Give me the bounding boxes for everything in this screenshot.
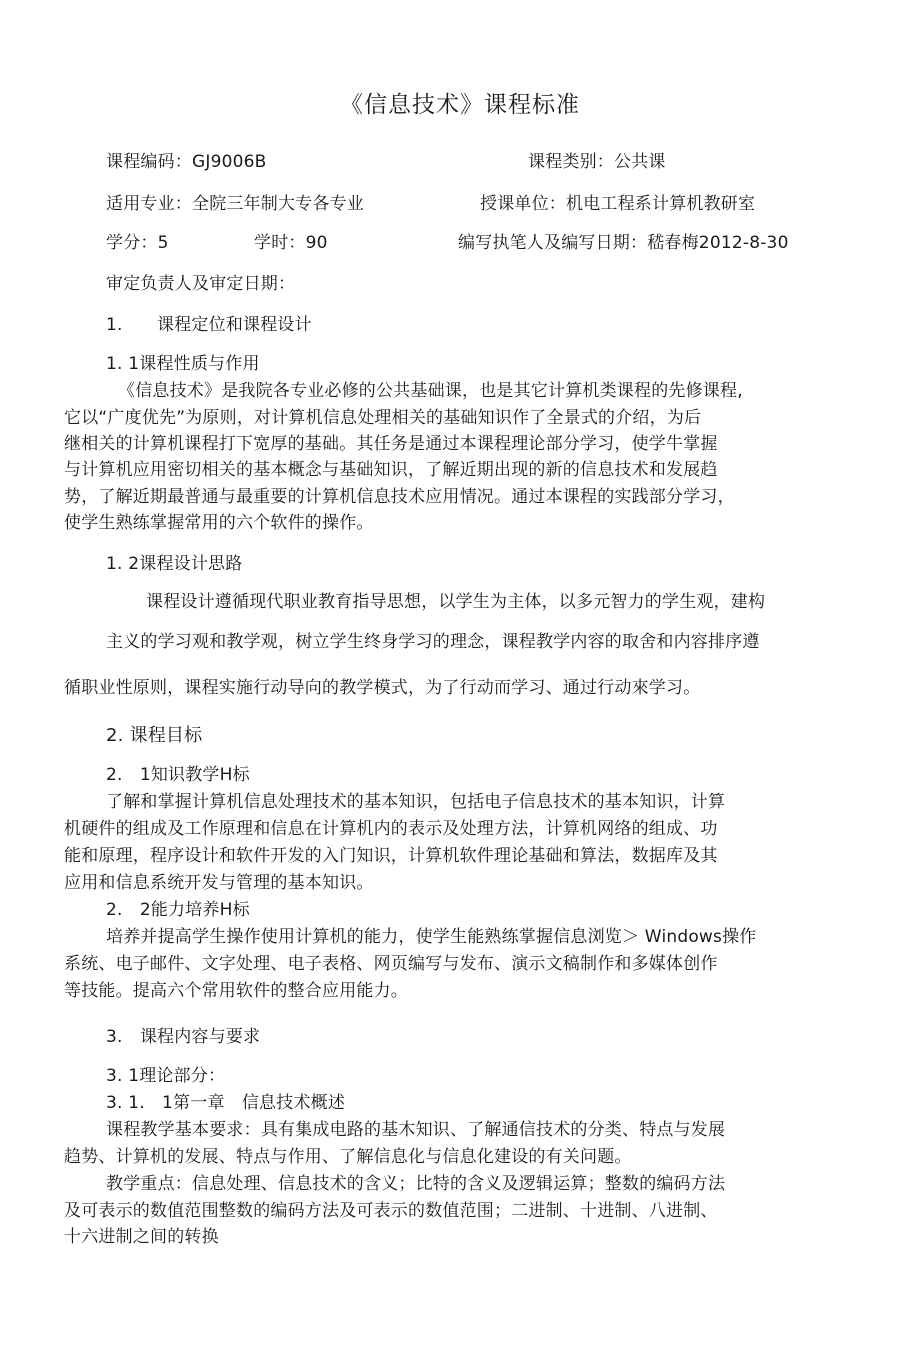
paragraph-line: 机硬件的组成及工作原理和信息在计算机内的表示及处理方法，计算机网络的组成、功 [64, 819, 718, 839]
paragraph-line: 与计算机应用密切相关的基本概念与基础知识，了解近期出现的新的信息技术和发展趋 [64, 460, 718, 480]
section-2-2-heading: 2. 2能力培养H标 [106, 900, 250, 920]
credits: 学分：5 [106, 233, 169, 253]
paragraph-line: 它以“广度优先”为原则，对计算机信息处理相关的基础知识作了全景式的介绍，为后 [64, 408, 702, 428]
course-code: 课程编码：GJ9006B [106, 152, 267, 172]
section-2-1-heading: 2. 1知识教学H标 [106, 765, 250, 785]
author-and-date: 编写执笔人及编写日期：嵇春梅2012-8-30 [458, 233, 789, 253]
course-category: 课程类别：公共课 [528, 152, 666, 172]
section-3-1-1-heading: 3. 1. 1第一章 信息技术概述 [106, 1093, 346, 1113]
paragraph-line: 应用和信息系统开发与管理的基本知识。 [64, 873, 374, 893]
paragraph-line: 了解和掌握计算机信息处理技术的基本知识，包括电子信息技术的基本知识，计算 [106, 792, 726, 812]
paragraph-line: 《信息技术》是我院各专业必修的公共基础课，也是其它计算机类课程的先修课程, [118, 381, 743, 401]
paragraph-line: 势，了解近期最普通与最重要的计算机信息技术应用情况。通过本课程的实践部分学习， [64, 487, 735, 507]
paragraph-line: 课程设计遵循现代职业教育指导思想，以学生为主体，以多元智力的学生观，建构 [146, 592, 766, 612]
paragraph-line: 系统、电子邮件、文字处理、电子表格、网页编写与发布、演示文稿制作和多媒体创作 [64, 954, 718, 974]
section-2-heading: 2. 课程目标 [106, 725, 203, 746]
paragraph-line: 及可表示的数值范围整数的编码方法及可表示的数值范围；二进制、十进制、八进制、 [64, 1201, 718, 1221]
class-hours: 学时：90 [254, 233, 328, 253]
document-title: 《信息技术》课程标准 [340, 92, 580, 118]
reviewer-and-date: 审定负责人及审定日期： [106, 274, 296, 294]
teaching-unit: 授课单位：机电工程系计算机教研室 [480, 194, 756, 214]
paragraph-line: 主义的学习观和教学观，树立学生终身学习的理念，课程教学内容的取舍和内容排序遵 [106, 632, 760, 652]
paragraph-line: 循职业性原则，课程实施行动导向的教学模式，为了行动而学习、通过行动來学习。 [64, 678, 701, 698]
section-1-heading: 1. 课程定位和课程设计 [106, 315, 312, 335]
paragraph-line: 能和原理，程序设计和软件开发的入门知识，计算机软件理论基础和算法，数据库及其 [64, 846, 718, 866]
paragraph-line: 教学重点：信息处理、信息技术的含义；比特的含义及逻辑运算；整数的编码方法 [106, 1174, 726, 1194]
paragraph-line: 等技能。提高六个常用软件的整合应用能力。 [64, 981, 408, 1001]
paragraph-line: 趋势、计算机的发展、特点与作用、了解信息化与信息化建设的有关问题。 [64, 1147, 632, 1167]
paragraph-line: 使学生熟练掌握常用的六个软件的操作。 [64, 513, 374, 533]
paragraph-line: 课程教学基本要求：具有集成电路的基木知识、了解通信技术的分类、特点与发展 [106, 1120, 726, 1140]
paragraph-line: 继相关的计算机课程打下宽厚的基础。其任务是通过本课程理论部分学习，使学牛掌握 [64, 434, 718, 454]
paragraph-line: 十六进制之间的转换 [64, 1227, 219, 1247]
section-1-1-heading: 1. 1课程性质与作用 [106, 354, 260, 374]
paragraph-line: 培养并提高学生操作使用计算机的能力，使学生能熟练掌握信息浏览＞ Windows操作 [106, 927, 757, 947]
applicable-major: 适用专业：全院三年制大专各专业 [106, 194, 364, 214]
section-3-1-heading: 3. 1理论部分： [106, 1066, 226, 1086]
section-3-heading: 3. 课程内容与要求 [106, 1027, 261, 1047]
section-1-2-heading: 1. 2课程设计思路 [106, 554, 243, 574]
